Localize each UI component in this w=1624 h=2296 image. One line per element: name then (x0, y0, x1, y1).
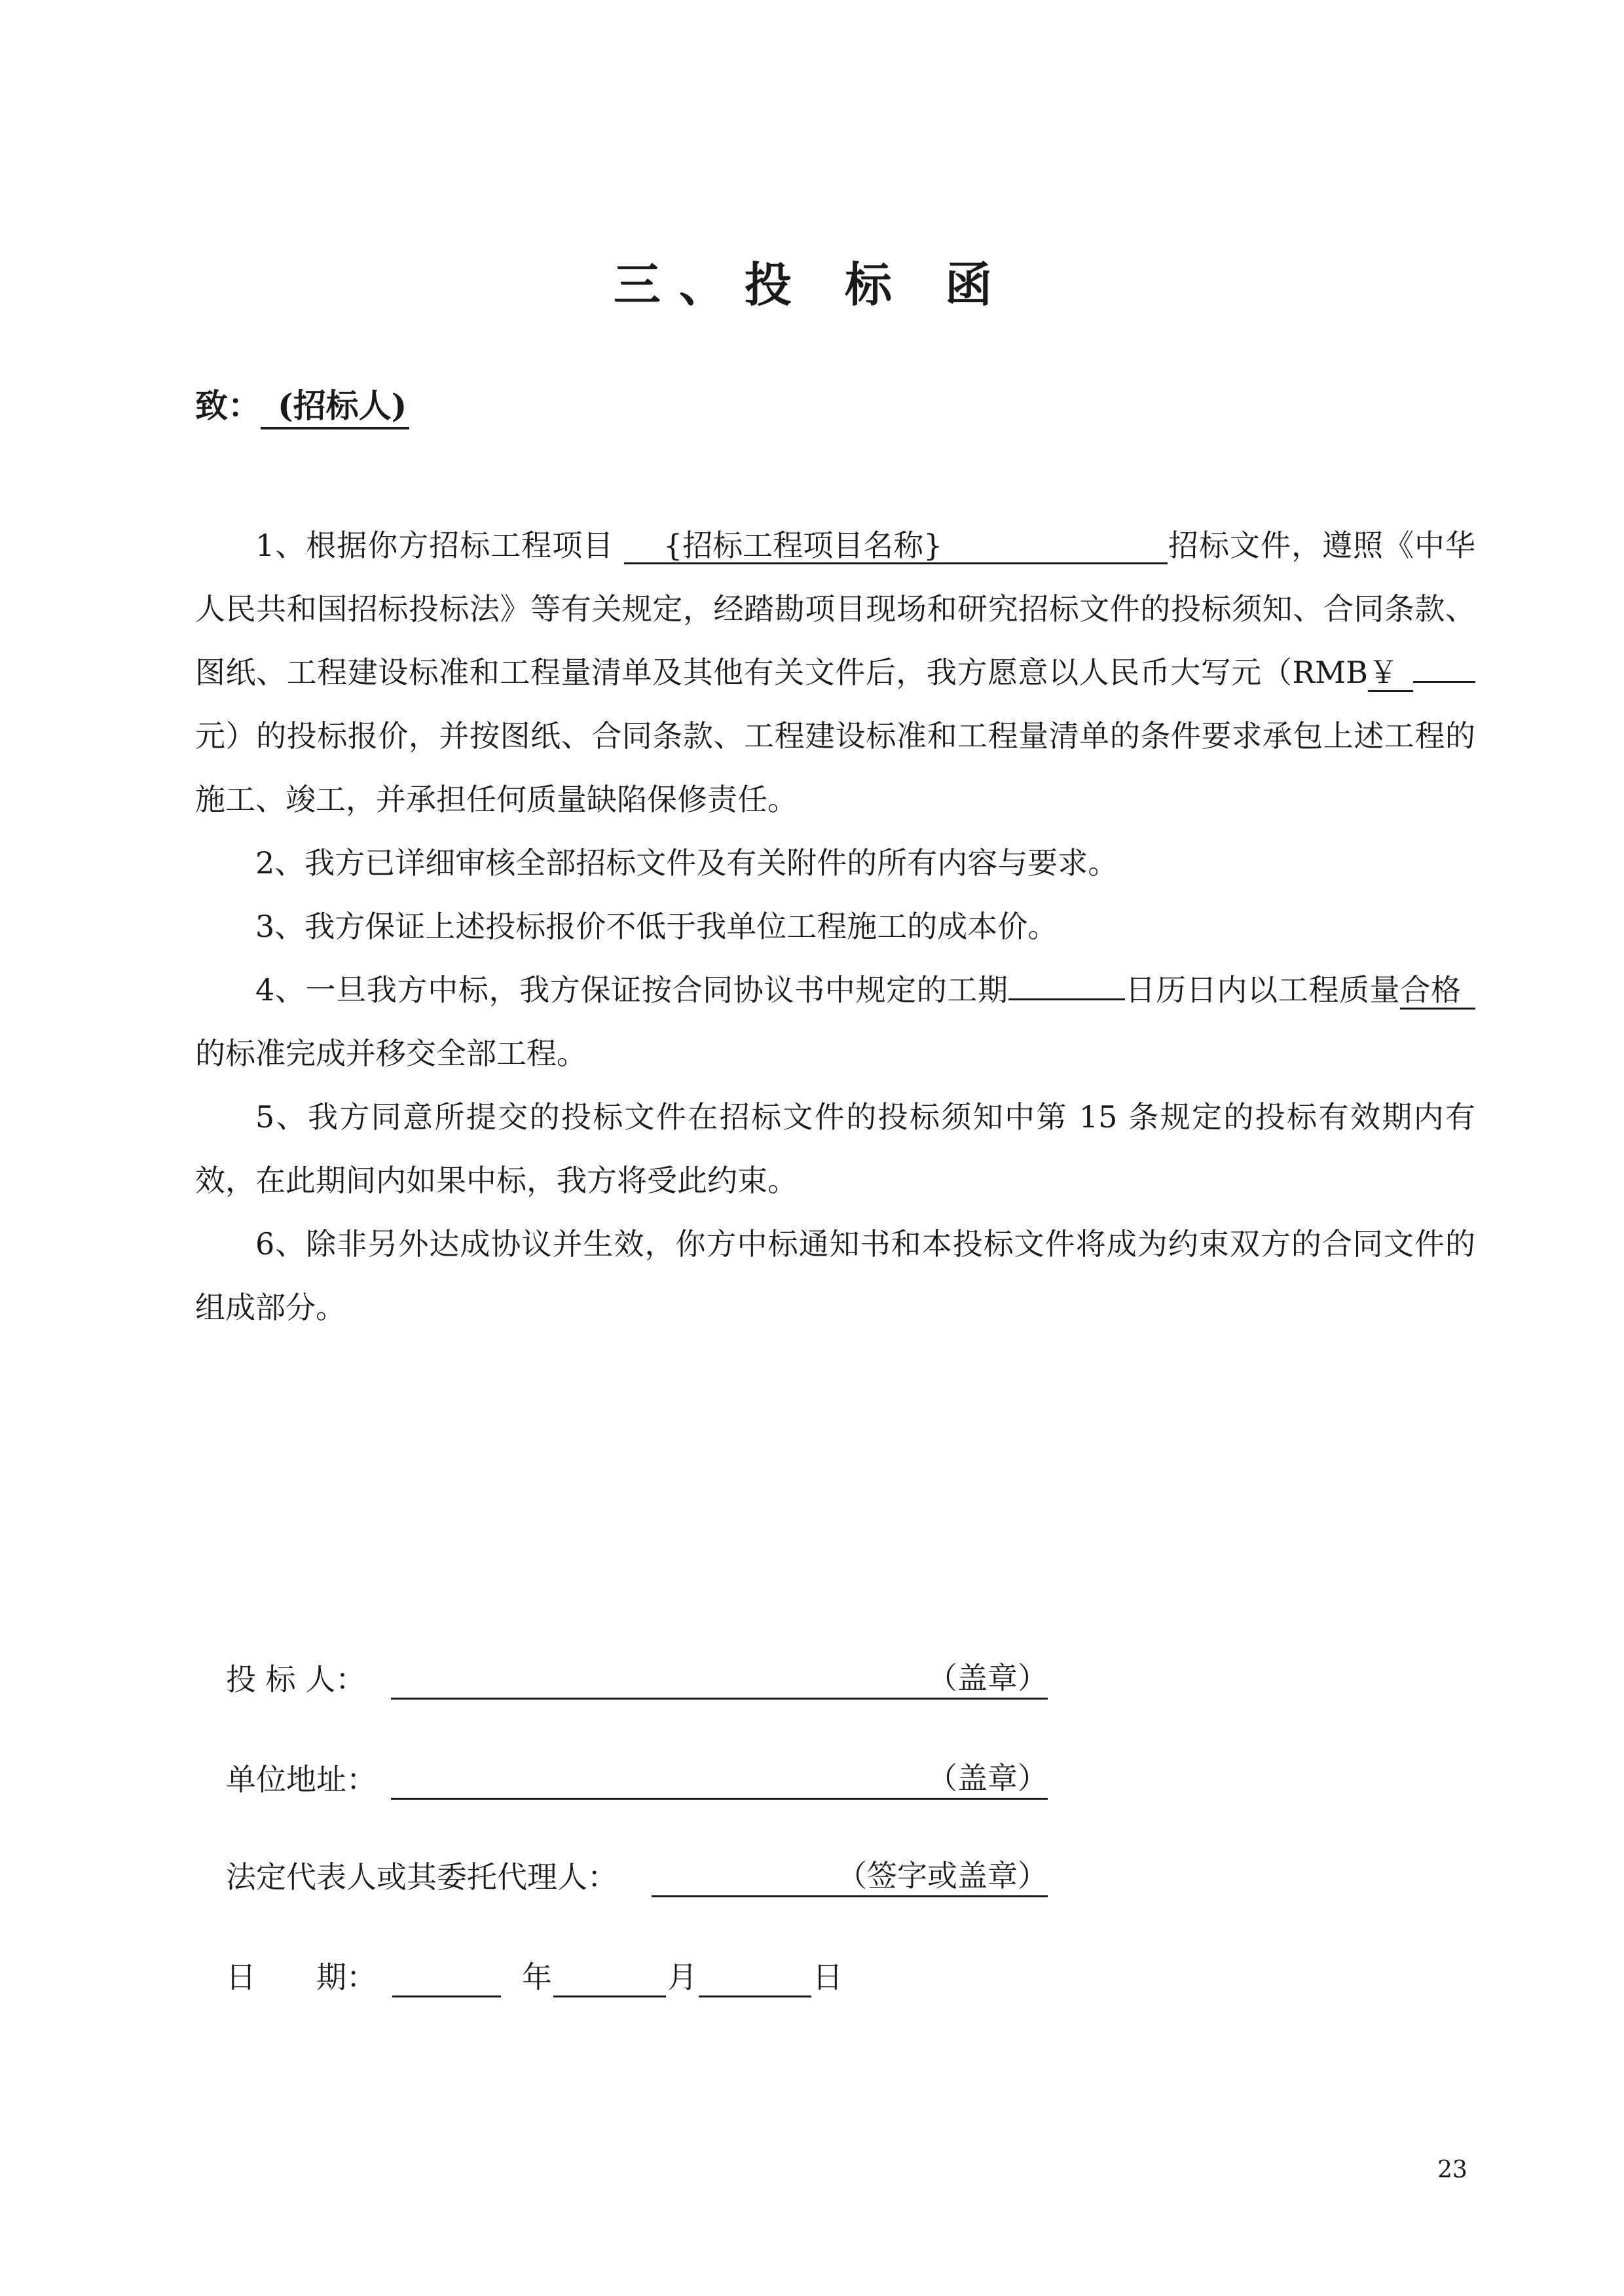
letter-body (195, 514, 1475, 1339)
address-label: 单位地址： (226, 1762, 377, 1797)
bidder-row (226, 1653, 1048, 1705)
page-title: 三、投 标 函 (613, 257, 1011, 312)
year-blank (392, 1956, 501, 1997)
amount-blank (1413, 681, 1475, 683)
day-label: 日 (813, 1959, 843, 1995)
month-blank (553, 1956, 666, 1997)
year-label: 年 (522, 1959, 552, 1995)
paragraph-4 (195, 958, 1475, 1085)
bidder-label: 投 标 人： (226, 1662, 366, 1697)
p1-text-3: 元）的投标报价，并按图纸、合同条款、工程建设标准和工程量清单的条件要求承包上述工程的施工、竣工，并承担任何质量缺陷保修责任。 (195, 718, 1475, 817)
duration-blank (1008, 998, 1125, 1000)
date-label: 日 期： (226, 1959, 377, 1995)
address-line (391, 1758, 1048, 1800)
addressee-prefix: 致： (195, 386, 261, 425)
address-note: （盖章） (927, 1760, 1048, 1796)
addressee-name: (招标人) (261, 385, 409, 429)
paragraph-6: 6、除非另外达成协议并生效，你方中标通知书和本投标文件将成为约束双方的合同文件的组成部分。 (195, 1226, 1475, 1325)
paragraph-3: 3、我方保证上述投标报价不低于我单位工程施工的成本价。 (255, 909, 1058, 944)
paragraph-2: 2、我方已详细审核全部招标文件及有关附件的所有内容与要求。 (255, 845, 1118, 881)
bidder-line (391, 1658, 1048, 1700)
bidder-note: （盖章） (927, 1660, 1048, 1696)
date-row (226, 1951, 843, 2003)
p1-text-2: 招标文件，遵照《中华人民共和国招标投标法》等有关规定，经踏勘项目现场和研究招标文件的投标须知、合同条款、图纸、工程建设标准和工程量清单及其他有关文件后，我方愿意以人民币大写元（RMB (195, 528, 1476, 690)
address-row (226, 1753, 1048, 1806)
paragraph-1 (195, 514, 1475, 831)
page-number: 23 (1437, 2157, 1467, 2183)
quality-standard: 合格 (1400, 972, 1475, 1010)
representative-label: 法定代表人或其委托代理人： (226, 1859, 618, 1895)
addressee (195, 376, 409, 435)
representative-row (226, 1851, 1048, 1903)
day-blank (699, 1956, 811, 1997)
representative-note: （签字或盖章） (837, 1858, 1048, 1893)
paragraph-5: 5、我方同意所提交的投标文件在招标文件的投标须知中第 15 条规定的投标有效期内有效，在此期间内如果中标，我方将受此约束。 (195, 1099, 1475, 1198)
project-name-field: {招标工程项目名称} (624, 528, 1168, 564)
month-label: 月 (667, 1959, 697, 1995)
currency-symbol: ￥ (1368, 655, 1413, 692)
p4-text-3: 的标准完成并移交全部工程。 (195, 1036, 587, 1071)
representative-line (652, 1856, 1048, 1897)
p4-text-2: 日历日内以工程质量 (1124, 972, 1401, 1008)
p1-text-1: 1、根据你方招标工程项目 (255, 528, 614, 563)
p4-text-1: 4、一旦我方中标，我方保证按合同协议书中规定的工期 (255, 972, 1008, 1008)
